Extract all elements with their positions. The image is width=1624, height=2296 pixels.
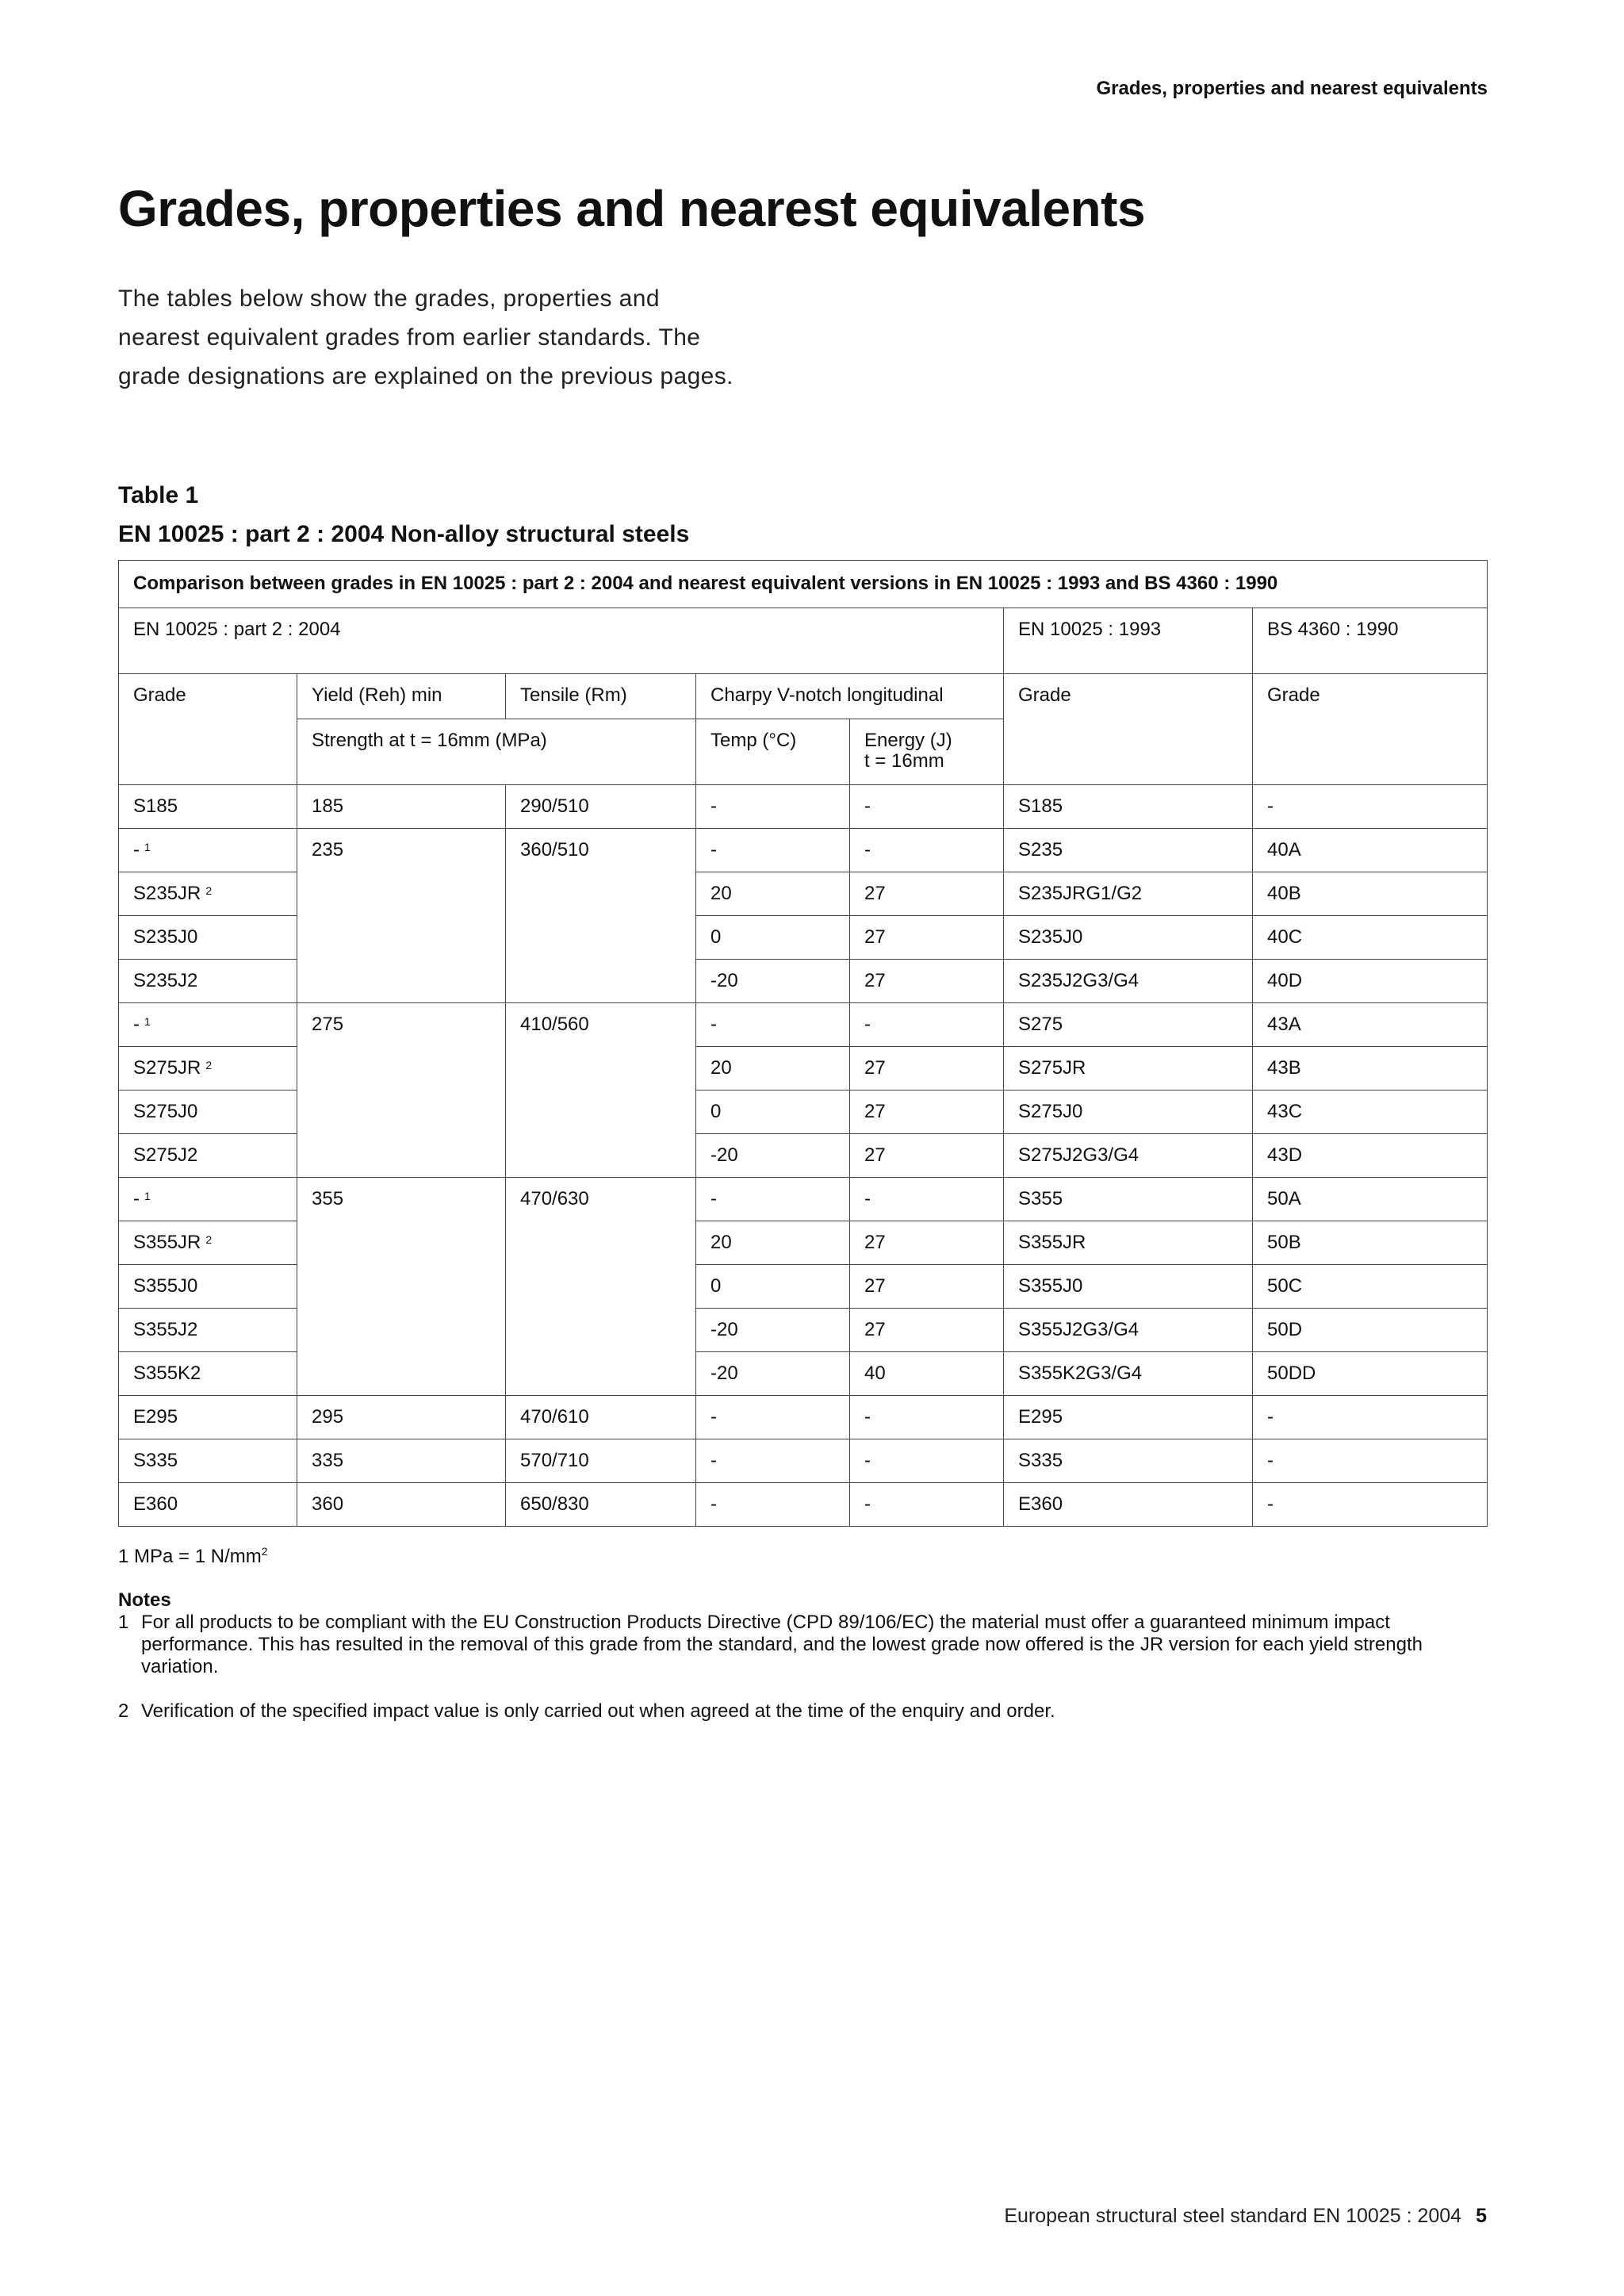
- header-strength: Strength at t = 16mm (MPa): [297, 719, 696, 785]
- cell-grade-1993: E295: [1004, 1396, 1253, 1439]
- header-grade: Grade: [119, 674, 297, 785]
- cell-grade-bs: 43B: [1253, 1047, 1488, 1091]
- cell-grade: [119, 1091, 297, 1134]
- cell-temp: 20: [696, 1047, 850, 1091]
- cell-grade: [119, 1003, 297, 1047]
- cell-grade-1993: S355J2G3/G4: [1004, 1309, 1253, 1352]
- intro-paragraph: The tables below show the grades, properties and nearest equivalent grades from earlier standards. The grade designations are explained on the previous pages.: [118, 286, 733, 389]
- note-item: [118, 1700, 1498, 1723]
- cell-grade: [119, 1265, 297, 1309]
- cell-energy: 27: [850, 1091, 1004, 1134]
- grade-value: S355K2: [133, 1363, 201, 1384]
- grade-value: S355J2: [133, 1319, 198, 1340]
- footnote-marker: 2: [205, 1059, 213, 1071]
- grade-value: S235JR: [133, 883, 201, 904]
- cell-grade: [119, 872, 297, 916]
- cell-yield: 355: [297, 1178, 506, 1396]
- header-energy: [850, 719, 1004, 785]
- cell-grade: [119, 1221, 297, 1265]
- footnote-marker: 1: [144, 1190, 151, 1202]
- cell-grade: [119, 829, 297, 872]
- cell-energy: -: [850, 1003, 1004, 1047]
- grade-value: -: [133, 1188, 140, 1209]
- cell-grade-bs: 40B: [1253, 872, 1488, 916]
- note-text: Verification of the specified impact value is only carried out when agreed at the time of the enquiry and order.: [141, 1700, 1055, 1722]
- cell-grade-bs: 50B: [1253, 1221, 1488, 1265]
- unit-note-superscript: 2: [261, 1545, 268, 1558]
- cell-grade: [119, 1352, 297, 1396]
- table-row: [119, 1178, 1488, 1221]
- grade-value: E360: [133, 1493, 178, 1515]
- grade-value: S275JR: [133, 1057, 201, 1079]
- table-row: [119, 1483, 1488, 1527]
- cell-grade-1993: S275JR: [1004, 1047, 1253, 1091]
- grade-value: S355J0: [133, 1275, 198, 1297]
- cell-temp: -: [696, 785, 850, 829]
- cell-grade-1993: S235J2G3/G4: [1004, 960, 1253, 1003]
- page-footer: [1004, 2205, 1487, 2228]
- header-grade-bs: Grade: [1253, 674, 1488, 785]
- cell-temp: 20: [696, 872, 850, 916]
- header-bs4360-1990: BS 4360 : 1990: [1253, 608, 1488, 674]
- cell-grade-1993: S275J2G3/G4: [1004, 1134, 1253, 1178]
- cell-grade: [119, 1439, 297, 1483]
- cell-tensile: 570/710: [506, 1439, 696, 1483]
- table-row: [119, 1003, 1488, 1047]
- unit-note-text: 1 MPa = 1 N/mm: [118, 1546, 262, 1567]
- header-en10025-1993: EN 10025 : 1993: [1004, 608, 1253, 674]
- header-energy-line2: t = 16mm: [864, 750, 944, 772]
- cell-grade-1993: S185: [1004, 785, 1253, 829]
- page-title: Grades, properties and nearest equivalents: [118, 180, 1146, 237]
- footer-text: European structural steel standard EN 10025 : 2004: [1004, 2205, 1462, 2227]
- cell-grade-bs: 40D: [1253, 960, 1488, 1003]
- cell-grade: [119, 1047, 297, 1091]
- table-caption-row: [119, 561, 1488, 608]
- cell-temp: -20: [696, 1309, 850, 1352]
- cell-grade-bs: 43D: [1253, 1134, 1488, 1178]
- cell-temp: 0: [696, 916, 850, 960]
- cell-tensile: 650/830: [506, 1483, 696, 1527]
- table-label: Table 1: [118, 482, 199, 508]
- grade-value: -: [133, 1014, 140, 1035]
- cell-energy: 27: [850, 1134, 1004, 1178]
- cell-grade: [119, 1309, 297, 1352]
- cell-temp: 0: [696, 1265, 850, 1309]
- cell-grade-1993: S235JRG1/G2: [1004, 872, 1253, 916]
- cell-grade-bs: -: [1253, 1396, 1488, 1439]
- cell-yield: 185: [297, 785, 506, 829]
- header-grade-1993: Grade: [1004, 674, 1253, 785]
- cell-grade-bs: 43C: [1253, 1091, 1488, 1134]
- table-row: [119, 1439, 1488, 1483]
- cell-grade-1993: E360: [1004, 1483, 1253, 1527]
- cell-temp: -20: [696, 1134, 850, 1178]
- grade-value: -: [133, 839, 140, 861]
- header-energy-line1: Energy (J): [864, 730, 952, 751]
- table-subtitle: EN 10025 : part 2 : 2004 Non-alloy structural steels: [118, 521, 690, 547]
- header-temp: Temp (°C): [696, 719, 850, 785]
- cell-grade-bs: -: [1253, 785, 1488, 829]
- cell-grade-bs: 50DD: [1253, 1352, 1488, 1396]
- cell-energy: 27: [850, 872, 1004, 916]
- cell-energy: 27: [850, 1265, 1004, 1309]
- cell-grade-1993: S355J0: [1004, 1265, 1253, 1309]
- cell-grade-bs: 40C: [1253, 916, 1488, 960]
- table-caption: Comparison between grades in EN 10025 : part 2 : 2004 and nearest equivalent versions in EN 10025 : 1993 and BS 4360 : 1990: [119, 561, 1488, 608]
- header-en10025-2004: EN 10025 : part 2 : 2004: [119, 608, 1004, 674]
- cell-energy: 27: [850, 916, 1004, 960]
- cell-tensile: 470/610: [506, 1396, 696, 1439]
- cell-grade-bs: -: [1253, 1439, 1488, 1483]
- cell-grade-1993: S235J0: [1004, 916, 1253, 960]
- table-row: [119, 829, 1488, 872]
- page-number: 5: [1476, 2205, 1487, 2227]
- table-row: [119, 785, 1488, 829]
- cell-energy: 27: [850, 1047, 1004, 1091]
- note-text: For all products to be compliant with the EU Construction Products Directive (CPD 89/106/EC) the material must offer a guaranteed minimum impact performance. This has resulted in the removal of this grade from the standard, and the lowest grade now offered is the JR version for each yield strength variation.: [141, 1612, 1423, 1677]
- cell-grade: [119, 1396, 297, 1439]
- cell-grade-bs: 50D: [1253, 1309, 1488, 1352]
- cell-tensile: 470/630: [506, 1178, 696, 1396]
- cell-grade-1993: S275: [1004, 1003, 1253, 1047]
- grade-value: S235J2: [133, 970, 198, 991]
- cell-energy: 27: [850, 960, 1004, 1003]
- column-header-row: [119, 674, 1488, 719]
- cell-energy: 27: [850, 1309, 1004, 1352]
- footnote-marker: 1: [144, 841, 151, 853]
- cell-grade: [119, 1178, 297, 1221]
- cell-yield: 275: [297, 1003, 506, 1178]
- notes-title: Notes: [118, 1589, 171, 1611]
- cell-grade-1993: S355: [1004, 1178, 1253, 1221]
- footnote-marker: 2: [205, 884, 213, 897]
- cell-grade-1993: S235: [1004, 829, 1253, 872]
- cell-grade-bs: 50C: [1253, 1265, 1488, 1309]
- cell-tensile: 290/510: [506, 785, 696, 829]
- cell-grade: [119, 960, 297, 1003]
- footnote-marker: 2: [205, 1233, 213, 1246]
- grade-value: E295: [133, 1406, 178, 1428]
- cell-grade: [119, 916, 297, 960]
- grade-value: S185: [133, 795, 178, 817]
- cell-grade-bs: -: [1253, 1483, 1488, 1527]
- cell-grade: [119, 785, 297, 829]
- cell-temp: -: [696, 1003, 850, 1047]
- cell-temp: -: [696, 1439, 850, 1483]
- cell-grade-1993: S335: [1004, 1439, 1253, 1483]
- grade-value: S235J0: [133, 926, 198, 948]
- cell-grade-bs: 40A: [1253, 829, 1488, 872]
- cell-energy: -: [850, 1439, 1004, 1483]
- cell-temp: 0: [696, 1091, 850, 1134]
- table-heading: [118, 476, 689, 554]
- cell-grade: [119, 1134, 297, 1178]
- cell-temp: 20: [696, 1221, 850, 1265]
- standards-header-row: [119, 608, 1488, 674]
- cell-yield: 335: [297, 1439, 506, 1483]
- grade-value: S335: [133, 1450, 178, 1471]
- cell-grade-1993: S275J0: [1004, 1091, 1253, 1134]
- cell-temp: -: [696, 1396, 850, 1439]
- cell-grade: [119, 1483, 297, 1527]
- unit-note: [118, 1545, 268, 1568]
- grades-table: [118, 560, 1488, 1527]
- running-head: Grades, properties and nearest equivalents: [1096, 78, 1488, 99]
- cell-energy: 27: [850, 1221, 1004, 1265]
- cell-yield: 295: [297, 1396, 506, 1439]
- notes-section: [118, 1589, 1498, 1723]
- cell-energy: -: [850, 1178, 1004, 1221]
- note-number: 1: [118, 1612, 129, 1633]
- grades-table-body: [119, 561, 1488, 1527]
- cell-temp: -20: [696, 960, 850, 1003]
- grade-value: S355JR: [133, 1232, 201, 1253]
- grade-value: S275J2: [133, 1144, 198, 1166]
- cell-energy: -: [850, 829, 1004, 872]
- cell-grade-1993: S355JR: [1004, 1221, 1253, 1265]
- cell-temp: -: [696, 1178, 850, 1221]
- header-charpy: Charpy V-notch longitudinal: [696, 674, 1004, 719]
- footnote-marker: 1: [144, 1015, 151, 1028]
- cell-energy: 40: [850, 1352, 1004, 1396]
- cell-energy: -: [850, 785, 1004, 829]
- note-item: [118, 1612, 1498, 1678]
- cell-grade-1993: S355K2G3/G4: [1004, 1352, 1253, 1396]
- cell-tensile: 360/510: [506, 829, 696, 1003]
- header-yield: Yield (Reh) min: [297, 674, 506, 719]
- cell-temp: -: [696, 1483, 850, 1527]
- cell-grade-bs: 50A: [1253, 1178, 1488, 1221]
- cell-yield: 360: [297, 1483, 506, 1527]
- cell-grade-bs: 43A: [1253, 1003, 1488, 1047]
- cell-energy: -: [850, 1483, 1004, 1527]
- header-tensile: Tensile (Rm): [506, 674, 696, 719]
- cell-energy: -: [850, 1396, 1004, 1439]
- table-row: [119, 1396, 1488, 1439]
- cell-yield: 235: [297, 829, 506, 1003]
- grade-value: S275J0: [133, 1101, 198, 1122]
- cell-tensile: 410/560: [506, 1003, 696, 1178]
- note-number: 2: [118, 1700, 129, 1722]
- cell-temp: -: [696, 829, 850, 872]
- cell-temp: -20: [696, 1352, 850, 1396]
